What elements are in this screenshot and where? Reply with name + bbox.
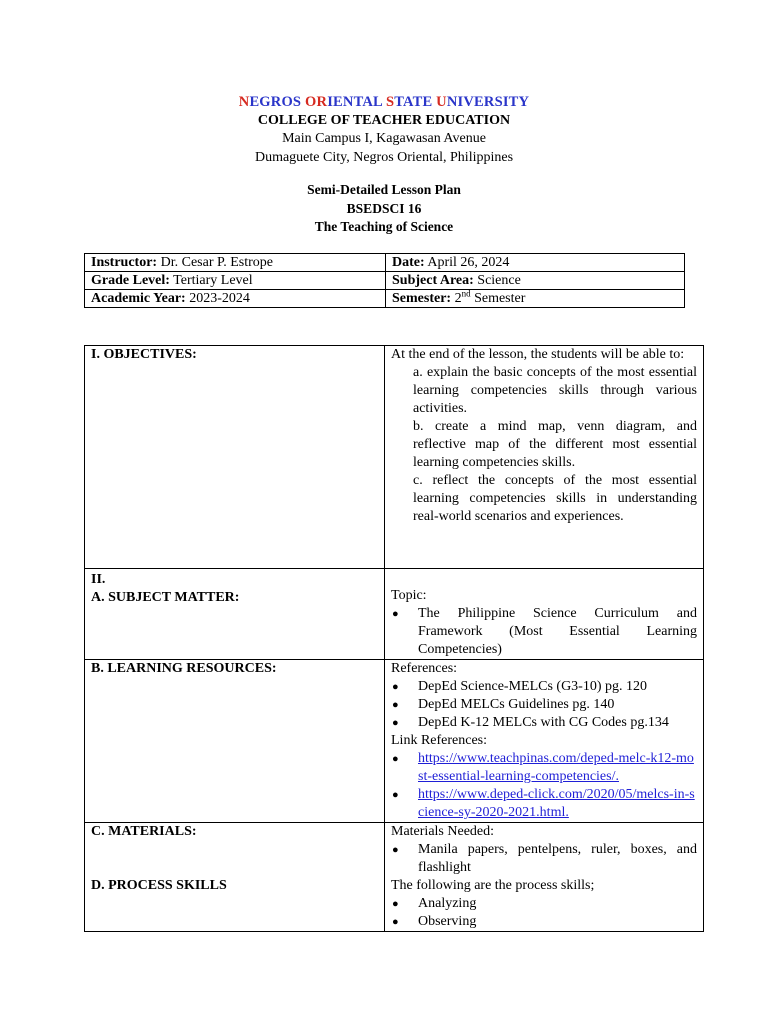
subject-matter-label: II. A. SUBJECT MATTER:: [85, 569, 385, 660]
objective-a: a. explain the basic concepts of the most essential learning competencies skills through various activities.: [413, 365, 697, 416]
lesson-plan-table: [84, 345, 704, 932]
learning-resources-content: References: ● DepEd Science-MELCs (G3-10) pg. 120 ● DepEd MELCs Guidelines pg. 140 ● DepEd K-12 MELCs with CG Codes pg.134 Link References: ● https://www.teachpinas.com/deped-melc-k12-most-essential-learning-competencies/. ● https://www.deped-click.com/2020/05/melcs-in-science-sy-2020-2021.html.: [385, 660, 704, 823]
bullet-icon: ●: [392, 789, 399, 801]
plan-title-block: [0, 181, 768, 237]
bullet-icon: ●: [392, 844, 399, 856]
bullet-icon: ●: [392, 717, 399, 729]
university-name: NEGROS ORIENTAL STATE UNIVERSITY: [238, 94, 530, 110]
table-row: [85, 254, 685, 272]
bullet-icon: ●: [392, 916, 399, 928]
info-table: [84, 253, 685, 308]
document-header: [0, 93, 768, 167]
address-line-2: Dumaguete City, Negros Oriental, Philippines: [254, 149, 514, 165]
reference-link-2[interactable]: https://www.deped-click.com/2020/05/melcs-in-science-sy-2020-2021.html.: [418, 787, 695, 820]
objective-b: b. create a mind map, venn diagram, and reflective map of the different most essential learning competencies skills.: [413, 419, 697, 470]
bullet-icon: ●: [392, 898, 399, 910]
table-row: [85, 660, 704, 823]
bullet-icon: ●: [392, 753, 399, 765]
plan-title: Semi-Detailed Lesson Plan: [307, 182, 461, 197]
list-item: ● DepEd MELCs Guidelines pg. 140: [392, 697, 615, 712]
instructor-cell: Instructor: Dr. Cesar P. Estrope: [85, 254, 386, 272]
reference-link-1[interactable]: https://www.teachpinas.com/deped-melc-k12-most-essential-learning-competencies/.: [418, 751, 694, 784]
materials-label: C. MATERIALS: D. PROCESS SKILLS: [85, 823, 385, 932]
table-row: [85, 272, 685, 290]
list-item: ● The Philippine Science Curriculum and Framework (Most Essential Learning Competencies): [392, 606, 697, 657]
table-row: [85, 823, 704, 932]
academic-year-cell: Academic Year: 2023-2024: [85, 290, 386, 308]
bullet-icon: ●: [392, 699, 399, 711]
list-item: ● Manila papers, pentelpens, ruler, boxes, and flashlight: [392, 842, 697, 875]
plan-subject: The Teaching of Science: [314, 219, 454, 234]
subject-matter-content: Topic: ● The Philippine Science Curriculum and Framework (Most Essential Learning Competencies): [385, 569, 704, 660]
subject-area-cell: Subject Area: Science: [386, 272, 685, 290]
table-row: [85, 346, 704, 569]
college-name: COLLEGE OF TEACHER EDUCATION: [257, 112, 511, 128]
materials-content: Materials Needed: ● Manila papers, pentelpens, ruler, boxes, and flashlight The following are the process skills; ● Analyzing ● Observing: [385, 823, 704, 932]
learning-resources-label: B. LEARNING RESOURCES:: [85, 660, 385, 823]
list-item: ● DepEd K-12 MELCs with CG Codes pg.134: [392, 715, 669, 730]
objective-c: c. reflect the concepts of the most essential learning competencies skills in understanding real-world scenarios and experiences.: [413, 473, 697, 524]
list-item: ● Analyzing: [392, 896, 477, 911]
objectives-content: At the end of the lesson, the students will be able to: a. explain the basic concepts of the most essential learning competencies skills through various activities. b. create a mind map, venn diagram, and reflective map of the different most essential learning competencies skills. c. reflect the concepts of the most essential learning competencies skills in understanding real-world scenarios and experiences.: [385, 346, 704, 569]
semester-cell: Semester: 2nd Semester: [386, 290, 685, 308]
table-row: [85, 569, 704, 660]
list-item: ● DepEd Science-MELCs (G3-10) pg. 120: [392, 679, 648, 694]
date-cell: Date: April 26, 2024: [386, 254, 685, 272]
list-item: [391, 750, 697, 786]
plan-course: BSEDSCI 16: [346, 200, 422, 216]
bullet-icon: ●: [392, 608, 399, 620]
bullet-icon: ●: [392, 681, 399, 693]
objectives-label: I. OBJECTIVES:: [85, 346, 385, 569]
process-skills-label: D. PROCESS SKILLS: [91, 878, 227, 893]
list-item: ● Observing: [392, 914, 477, 929]
grade-cell: Grade Level: Tertiary Level: [85, 272, 386, 290]
address-line-1: Main Campus I, Kagawasan Avenue: [282, 131, 486, 146]
table-row: [85, 290, 685, 308]
list-item: [391, 786, 697, 822]
